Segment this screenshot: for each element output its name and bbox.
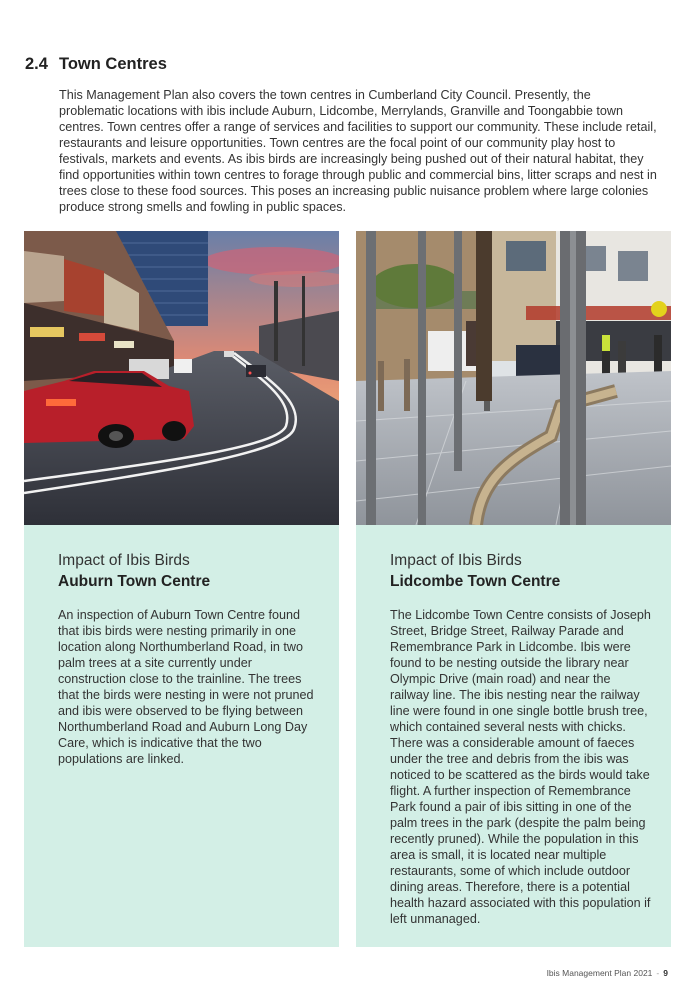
intro-paragraph: This Management Plan also covers the town centres in Cumberland City Council. Presently, the problematic locations with ibis include Auburn, Lidcombe, Merrylands, Granville and Toongabbie town centres. Town centres offer a range of services and facilities to support our community. These include retail, restaurants and leisure opportunities. Town centres are the focal point of our community play host to festivals, markets and events. As ibis birds are increasingly being pushed out of their natural habitat, they find opportunities within town centres to forage through public and commercial bins, litter scraps and nest in trees close to these food sources. This poses an increasing public nuisance problem where large colonies produce strong smells and fowling in public spaces. <box>59 88 657 214</box>
lidcombe-info-card <box>356 525 671 947</box>
lidcombe-card-title: Lidcombe Town Centre <box>390 573 561 590</box>
section-number: 2.4 <box>25 55 48 73</box>
section-heading <box>25 55 167 74</box>
lidcombe-street-photo <box>356 231 671 525</box>
auburn-card-title: Auburn Town Centre <box>58 573 211 590</box>
footer-doc-title: Ibis Management Plan 2021 <box>546 968 653 978</box>
footer-separator: - <box>656 968 660 978</box>
auburn-info-card <box>24 525 339 947</box>
auburn-card-body: An inspection of Auburn Town Centre found that ibis birds were nesting primarily in one location along Northumberland Road, in two palm trees at a site currently under construction close to the trainline. The trees that the birds were nesting in were not pruned and ibis were observed to be flying between Northumberland Road and Auburn Long Day Care, which is indicative that the two populations are linked. <box>58 608 314 766</box>
auburn-street-photo <box>24 231 339 525</box>
page-footer <box>547 968 668 978</box>
auburn-card-kicker: Impact of Ibis Birds <box>58 552 190 569</box>
page-number: 9 <box>663 968 668 978</box>
section-title: Town Centres <box>59 55 167 73</box>
lidcombe-card-kicker: Impact of Ibis Birds <box>390 552 522 569</box>
lidcombe-card-body: The Lidcombe Town Centre consists of Joseph Street, Bridge Street, Railway Parade and Remembrance Park in Lidcombe. Ibis were found to be nesting outside the library near Olympic Drive (main road) and near the railway line. The ibis nesting near the railway line were found in one single bottle brush tree, which contained several nests with chicks. There was a considerable amount of faeces under the tree and debris from the ibis was noticed to be scattered as the birds would take flight. A further inspection of Remembrance Park found a pair of ibis sitting in one of the palm trees in the park (despite the palm being recently pruned). While the population in this area is small, it is located near multiple restaurants, some of which include outdoor dining areas. Therefore, there is a potential health hazard associated with this population if left unmanaged. <box>390 608 651 926</box>
